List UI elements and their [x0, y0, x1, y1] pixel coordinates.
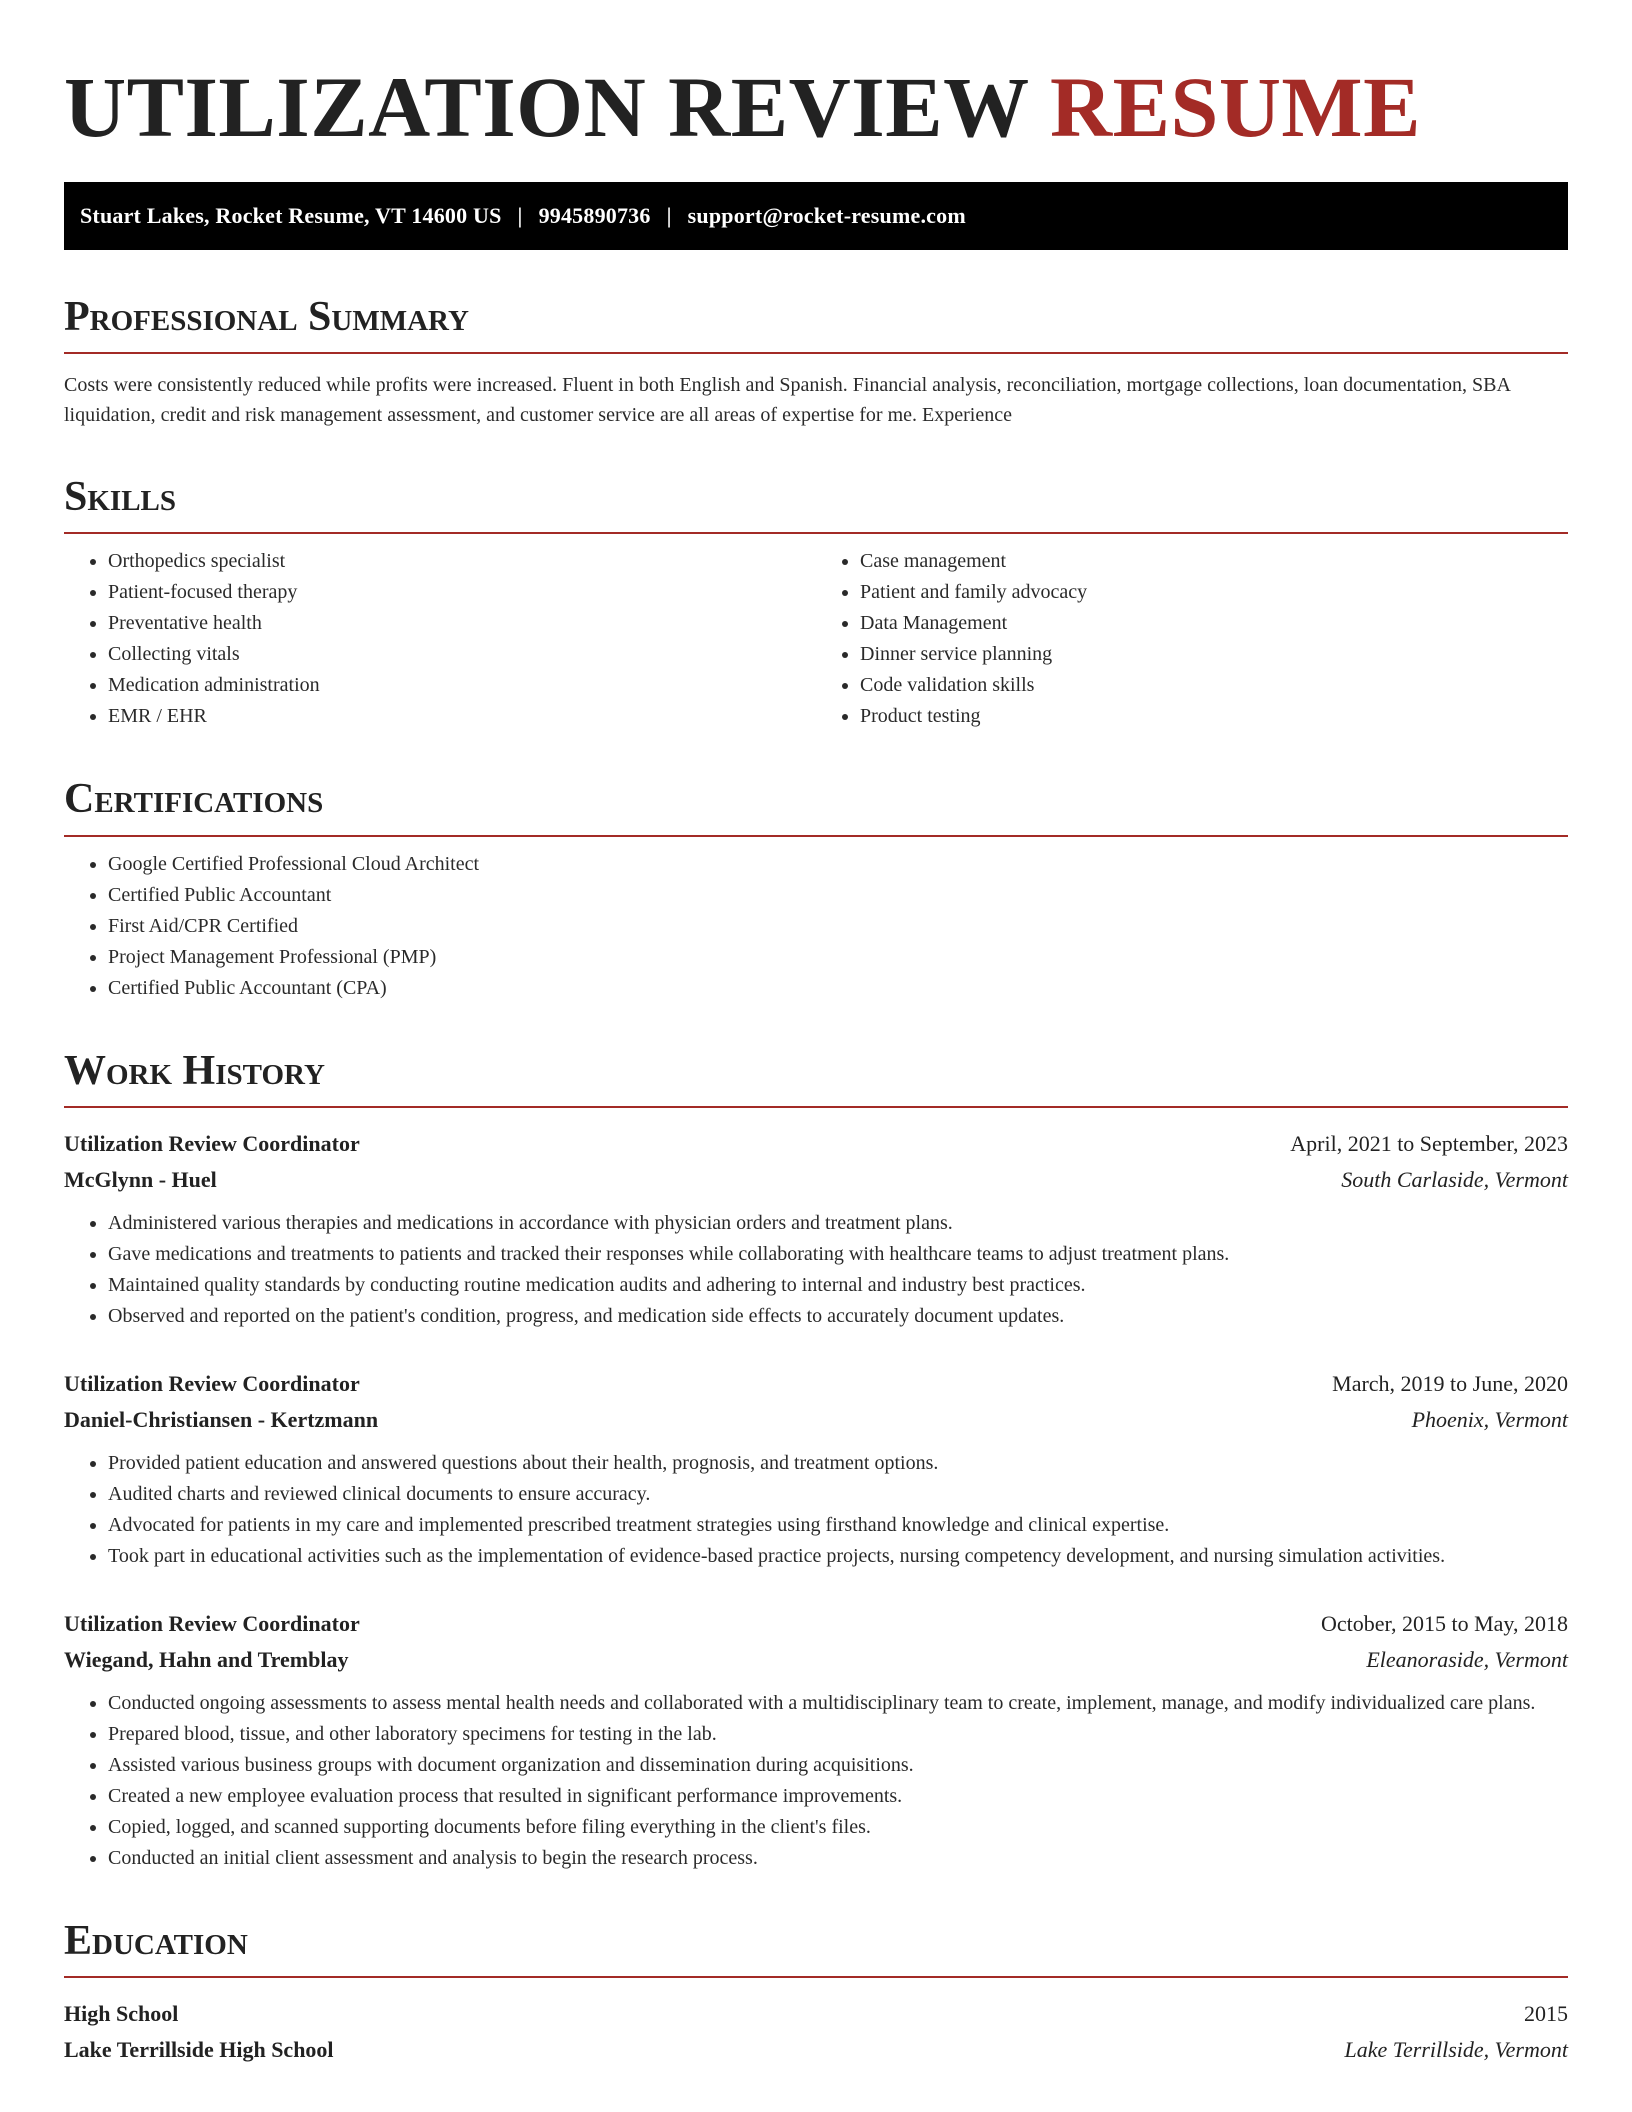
title-accent: RESUME: [1050, 59, 1421, 155]
contact-bar: [64, 182, 1568, 250]
contact-email[interactable]: support@rocket-resume.com: [687, 203, 966, 228]
job-company-row: [64, 1162, 1568, 1198]
skill-item: • Patient and family advocacy: [860, 577, 1568, 608]
skill-item: • Case management: [860, 546, 1568, 577]
certification-item: • Google Certified Professional Cloud Architect: [108, 849, 1568, 880]
job-company-row: [64, 1642, 1568, 1678]
certification-item: • Certified Public Accountant: [108, 880, 1568, 911]
skill-item: • EMR / EHR: [108, 701, 816, 732]
job-duties: [64, 1448, 1568, 1572]
job-duty: • Administered various therapies and medications in accordance with physician orders and treatment plans.: [108, 1208, 1568, 1239]
education-location: Lake Terrillside, Vermont: [1344, 2036, 1568, 2062]
skills-list-left: [64, 546, 816, 732]
job-duty: • Assisted various business groups with document organization and dissemination during acquisitions.: [108, 1750, 1568, 1781]
job-duties: [64, 1688, 1568, 1874]
education-school-row: [64, 2032, 1568, 2068]
certification-item: • Project Management Professional (PMP): [108, 942, 1568, 973]
job-duty: • Conducted an initial client assessment and analysis to begin the research process.: [108, 1843, 1568, 1874]
job-company: McGlynn - Huel: [64, 1166, 217, 1192]
work-history-heading: Work History: [64, 1048, 1568, 1108]
title-main: UTILIZATION REVIEW: [64, 59, 1029, 155]
job-duty: • Conducted ongoing assessments to assess mental health needs and collaborated with a multidisciplinary team to create, implement, manage, and modify individualized care plans.: [108, 1688, 1568, 1719]
job-entry: [64, 1606, 1568, 1874]
job-dates: April, 2021 to September, 2023: [1290, 1130, 1568, 1156]
skill-item: • Medication administration: [108, 670, 816, 701]
job-title: Utilization Review Coordinator: [64, 1610, 360, 1636]
job-duty: • Provided patient education and answered questions about their health, prognosis, and treatment options.: [108, 1448, 1568, 1479]
job-duty: • Observed and reported on the patient's condition, progress, and medication side effects to accurately document updates.: [108, 1301, 1568, 1332]
summary-text: Costs were consistently reduced while profits were increased. Fluent in both English and Spanish. Financial analysis, reconciliation, mortgage collections, loan documentation, SBA liquidation, credit and risk management assessment, and customer service are all areas of expertise for me. Experience: [64, 374, 1510, 427]
job-duty: • Prepared blood, tissue, and other laboratory specimens for testing in the lab.: [108, 1719, 1568, 1750]
skill-item: • Orthopedics specialist: [108, 546, 816, 577]
job-duty: • Created a new employee evaluation process that resulted in significant performance improvements.: [108, 1781, 1568, 1812]
skill-item: • Preventative health: [108, 608, 816, 639]
job-duty: • Gave medications and treatments to patients and tracked their responses while collaborating with healthcare teams to adjust treatment plans.: [108, 1239, 1568, 1270]
job-company-row: [64, 1402, 1568, 1438]
skill-item: • Code validation skills: [860, 670, 1568, 701]
education-degree-row: [64, 1996, 1568, 2032]
job-company: Wiegand, Hahn and Tremblay: [64, 1646, 349, 1672]
job-duty: • Audited charts and reviewed clinical documents to ensure accuracy.: [108, 1479, 1568, 1510]
contact-phone[interactable]: 9945890736: [538, 203, 651, 228]
resume-title: [64, 59, 1568, 155]
job-duty: • Took part in educational activities such as the implementation of evidence-based practice projects, nursing competency development, and nursing simulation activities.: [108, 1541, 1568, 1572]
job-duty: • Maintained quality standards by conducting routine medication audits and adhering to internal and industry best practices.: [108, 1270, 1568, 1301]
job-location: Phoenix, Vermont: [1411, 1406, 1568, 1432]
skill-item: • Product testing: [860, 701, 1568, 732]
job-entry: [64, 1366, 1568, 1572]
skill-item: • Dinner service planning: [860, 639, 1568, 670]
job-location: Eleanoraside, Vermont: [1366, 1646, 1568, 1672]
education-heading: Education: [64, 1918, 1568, 1978]
contact-address: Stuart Lakes, Rocket Resume, VT 14600 US: [80, 203, 502, 228]
skills-grid: [64, 546, 1568, 732]
education-entry: [64, 1996, 1568, 2068]
job-dates: March, 2019 to June, 2020: [1332, 1370, 1568, 1396]
job-duties: [64, 1208, 1568, 1332]
skill-item: • Collecting vitals: [108, 639, 816, 670]
education-degree: High School: [64, 2000, 179, 2026]
job-location: South Carlaside, Vermont: [1341, 1166, 1568, 1192]
job-title: Utilization Review Coordinator: [64, 1370, 360, 1396]
job-title: Utilization Review Coordinator: [64, 1130, 360, 1156]
job-header-row: [64, 1126, 1568, 1162]
job-duty: • Copied, logged, and scanned supporting documents before filing everything in the client's files.: [108, 1812, 1568, 1843]
certifications-heading: Certifications: [64, 776, 1568, 836]
job-company: Daniel-Christiansen - Kertzmann: [64, 1406, 379, 1432]
job-duty: • Advocated for patients in my care and implemented prescribed treatment strategies using firsthand knowledge and clinical expertise.: [108, 1510, 1568, 1541]
job-header-row: [64, 1366, 1568, 1402]
job-header-row: [64, 1606, 1568, 1642]
skills-list-right: [816, 546, 1568, 732]
skill-item: • Data Management: [860, 608, 1568, 639]
resume-page: [64, 0, 1568, 2068]
education-school: Lake Terrillside High School: [64, 2036, 334, 2062]
summary-heading: Professional Summary: [64, 294, 1568, 354]
skill-item: • Patient-focused therapy: [108, 577, 816, 608]
certification-item: • Certified Public Accountant (CPA): [108, 973, 1568, 1004]
education-year: 2015: [1524, 2000, 1568, 2026]
certification-item: • First Aid/CPR Certified: [108, 911, 1568, 942]
contact-separator: |: [666, 203, 672, 228]
job-dates: October, 2015 to May, 2018: [1321, 1610, 1568, 1636]
job-entry: [64, 1126, 1568, 1332]
skills-heading: Skills: [64, 474, 1568, 534]
certifications-list: [64, 849, 1568, 1004]
contact-separator: |: [517, 203, 523, 228]
